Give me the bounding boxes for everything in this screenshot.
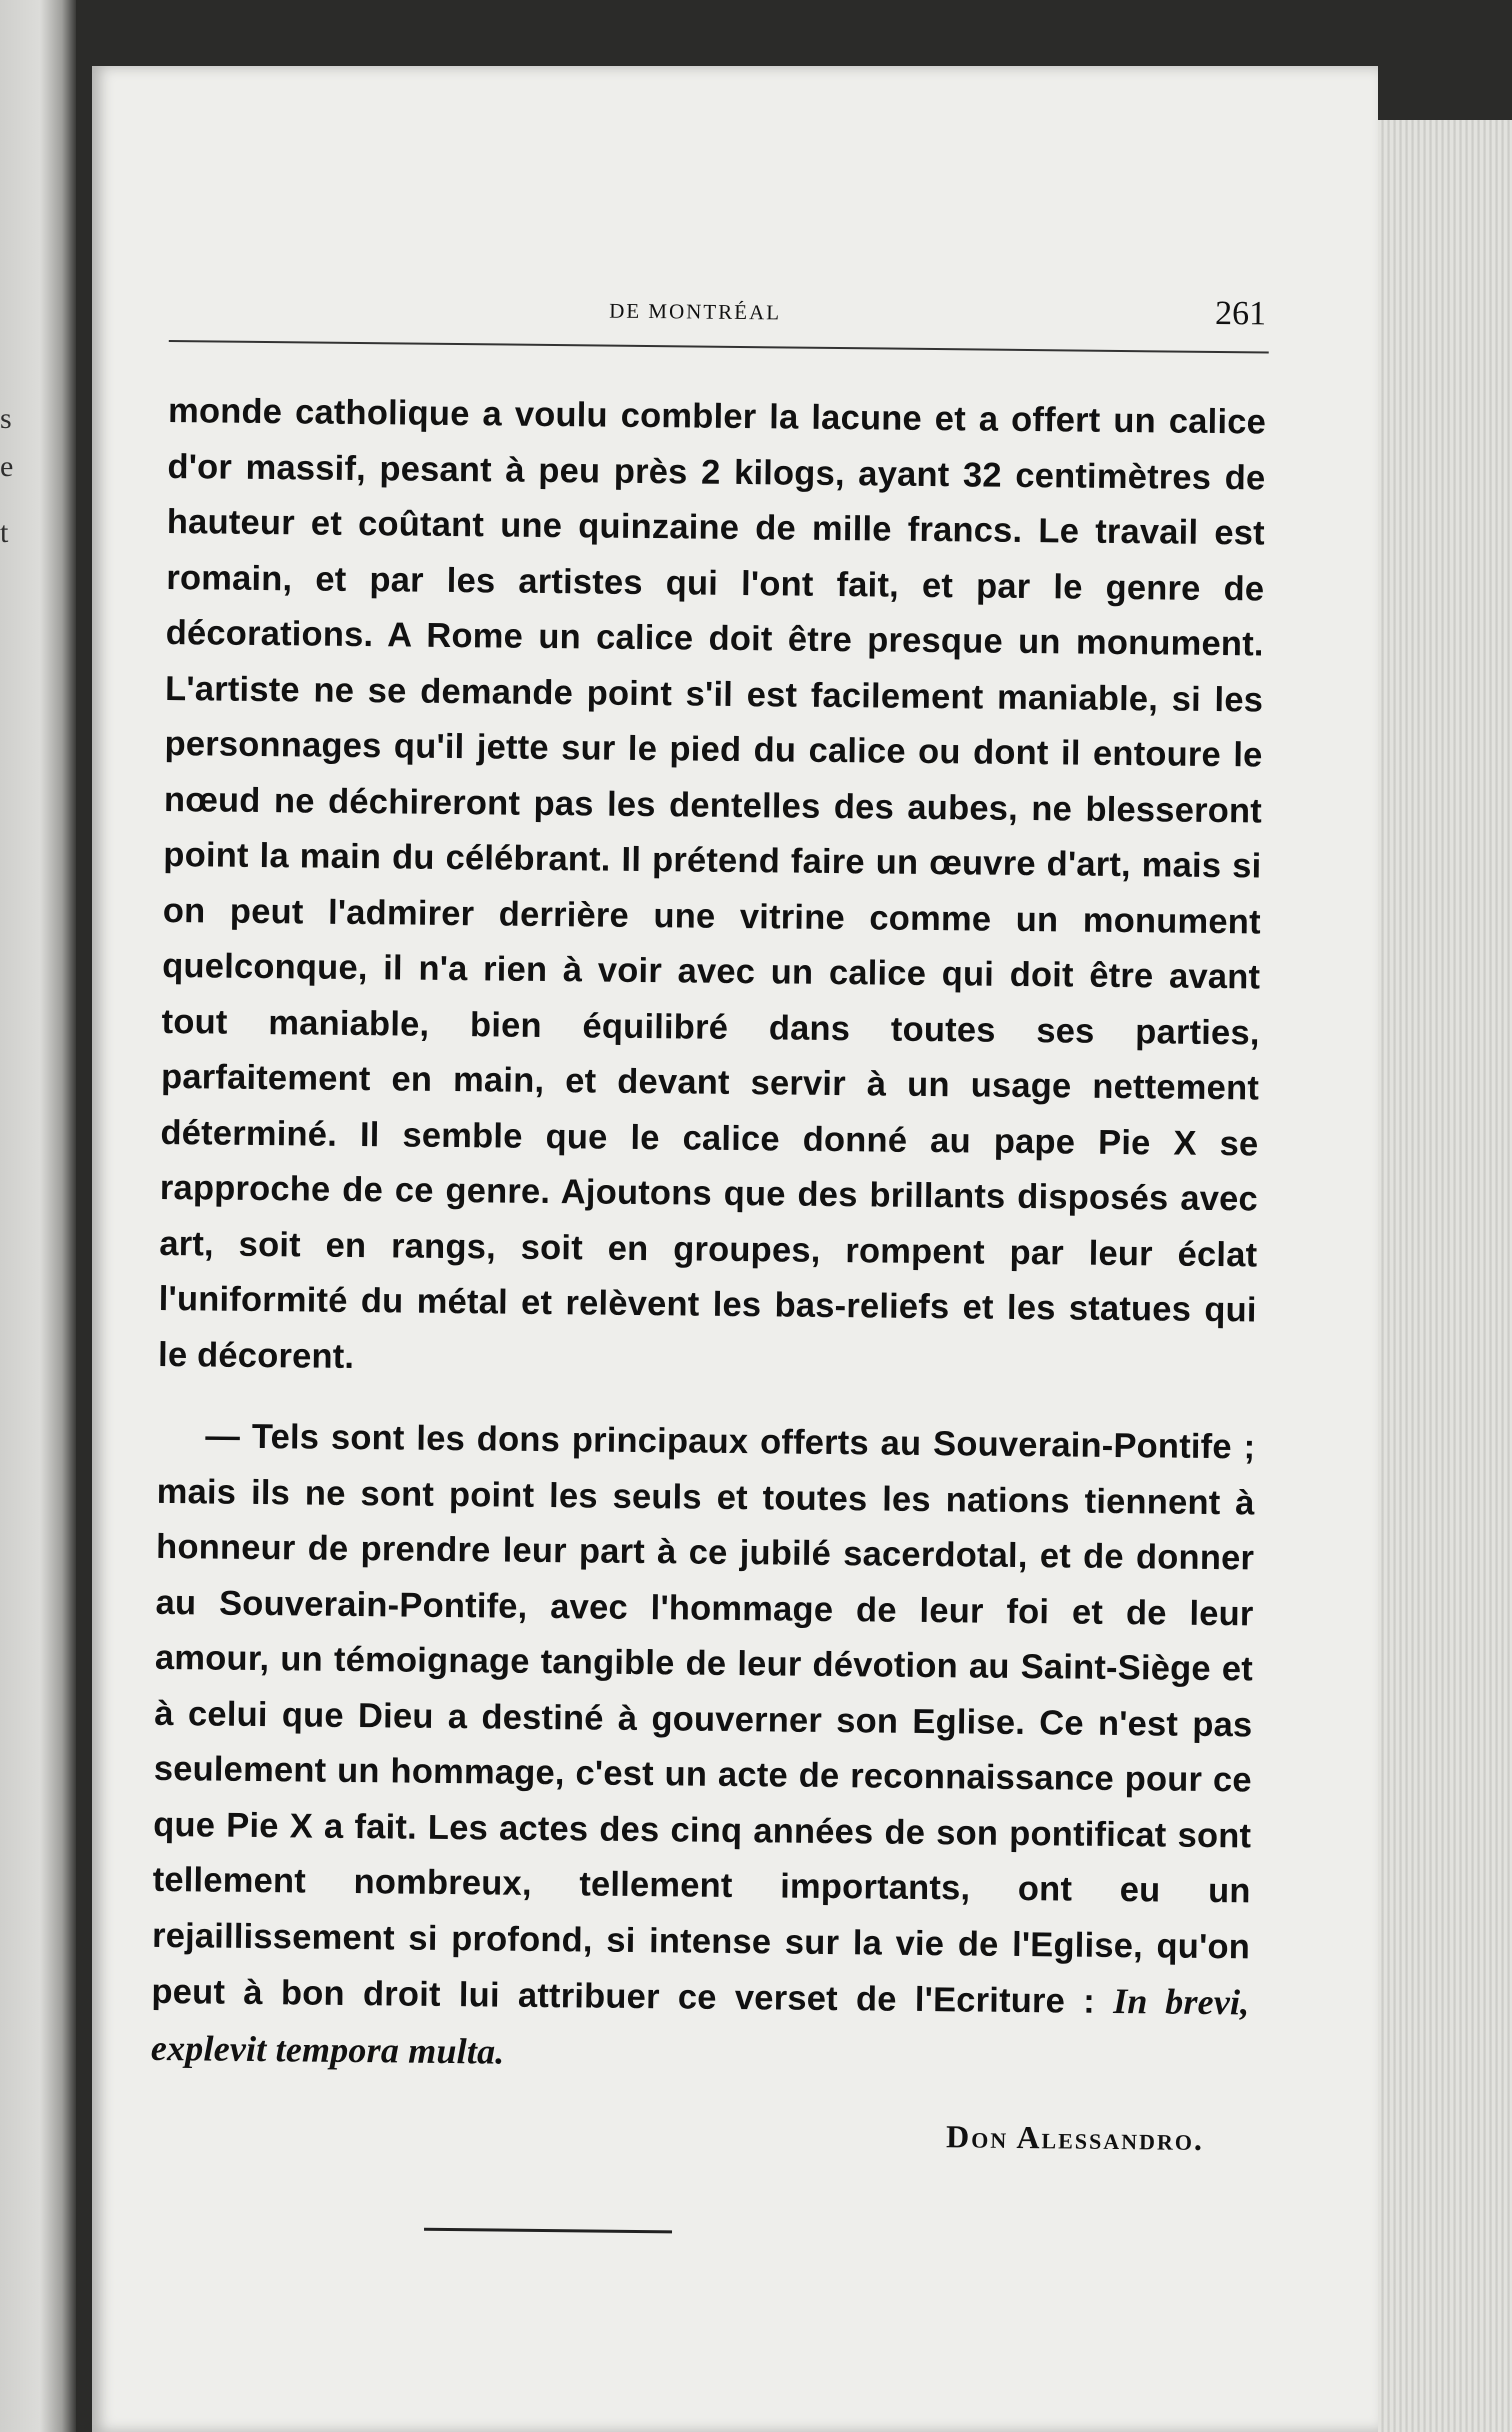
- adjacent-page-edge: [0, 0, 76, 2432]
- closing-rule: [424, 2227, 672, 2233]
- author-signature: Don Alessandro.: [945, 2118, 1205, 2157]
- header-rule: [169, 340, 1269, 354]
- paragraph-2: [151, 1409, 1256, 2088]
- latin-quote: In brevi, explevit tempora multa.: [150, 1980, 1250, 2072]
- book-page: [92, 66, 1378, 2432]
- running-head: DE MONTRÉAL: [609, 298, 782, 325]
- page-number: 261: [1214, 294, 1267, 333]
- scan-background: [76, 0, 1512, 70]
- page-header: [169, 226, 1288, 333]
- paragraph-1: monde catholique a voulu combler la lacune et a offert un calice d'or massif, pesant à peu près 2 kilogs, ayant 32 centimètres de hauteur et coûtant une quinzaine de mille francs. Le travail est romain, et par les artistes qui l'ont fait, et par le genre de décorations. A Rome un calice doit être presque un monument. L'artiste ne se demande point s'il est facilement maniable, si les personnages qu'il jette sur le pied du calice ou dont il entoure le nœud ne déchireront pas les dentelles des aubes, ne blesseront point la main du célébrant. Il prétend faire un œuvre d'art, mais si on peut l'admirer derrière une vitrine comme un monument quelconque, il n'a rien à voir avec un calice qui doit être avant tout maniable, bien équilibré dans toutes ses parties, parfaitement en main, et devant servir à un usage nettement déterminé. Il semble que le calice donné au pape Pie X se rapproche de ce genre. Ajoutons que des brillants disposés avec art, soit en rangs, soit en groupes, rompent par leur éclat l'uniformité du métal et relèvent les bas-reliefs et les statues qui le décorent.: [157, 391, 1267, 1376]
- body-text: [149, 384, 1266, 2239]
- adjacent-page-fragment: s: [0, 402, 12, 435]
- adjacent-page-fragment: e: [0, 450, 14, 483]
- page-content: [150, 226, 1288, 2157]
- paragraph-2-text: — Tels sont les dons principaux offerts au Souverain-Pontife ; mais ils ne sont point les seuls et toutes les nations tiennent à honneur de prendre leur part à ce jubilé sacerdotal, et de donner au Souverain-Pontife, avec l'hommage de leur foi et de leur amour, un témoignage tangible de leur dévotion au Saint-Siège et à celui que Dieu a destiné à gouverner son Eglise. Ce n'est pas seulement un hommage, c'est un acte de reconnaissance pour ce que Pie X a fait. Les actes des cinq années de son pontificat sont tellement nombreux, tellement importants, ont eu un rejaillissement si profond, si intense sur la vie de l'Eglise, qu'on peut à bon droit lui attribuer ce verset de l'Ecriture :: [151, 1417, 1256, 2021]
- adjacent-page-fragment: t: [0, 516, 9, 549]
- page-stack-edge: [1366, 120, 1512, 2432]
